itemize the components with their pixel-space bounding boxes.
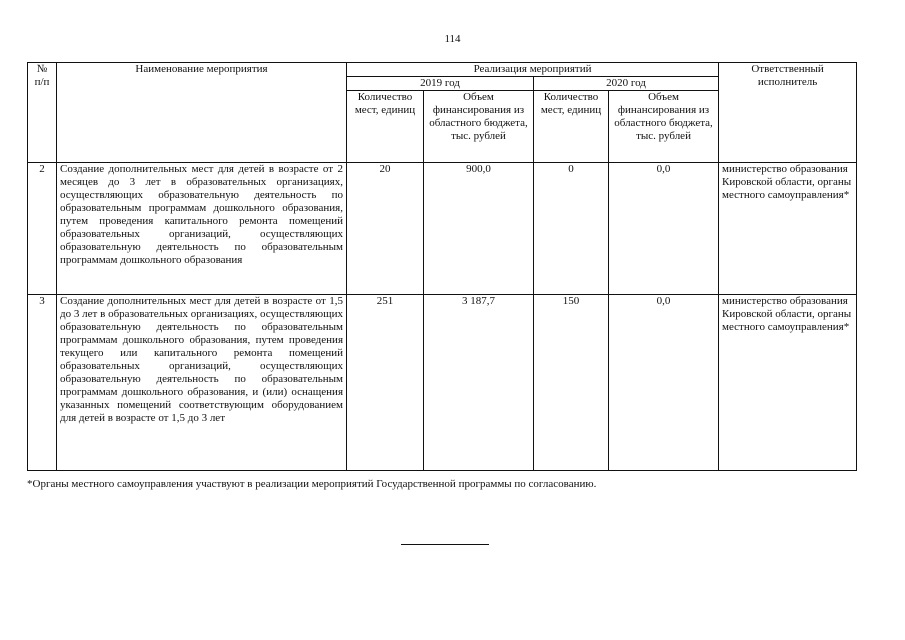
row-count-2020: 150	[534, 295, 609, 471]
row-name: Создание дополнительных мест для детей в возрасте от 1,5 до 3 лет в образовательных организациях, осуществляющих образовательную деятельность по образовательным программам дошкольного образования, путем проведения текущего или капитального ремонта помещений образовательных организаций, осуществляющих образовательную деятельность по образовательным программам дошкольного образования, и (или) оснащения указанных помещений соответствующим оборудованием для детей в возрасте от 1,5 до 3 лет	[57, 295, 347, 471]
row-num: 3	[28, 295, 57, 471]
table-row	[28, 295, 857, 471]
row-funding-2020: 0,0	[609, 163, 719, 295]
header-name: Наименование мероприятия	[57, 63, 347, 163]
header-realization: Реализация мероприятий	[347, 63, 719, 77]
header-count-2019: Количество мест, единиц	[347, 91, 424, 163]
header-funding-2019: Объем финансирования из областного бюджета, тыс. рублей	[424, 91, 534, 163]
header-count-2020: Количество мест, единиц	[534, 91, 609, 163]
row-funding-2020: 0,0	[609, 295, 719, 471]
row-responsible: министерство образования Кировской области, органы местного самоуправления*	[719, 163, 857, 295]
row-count-2019: 251	[347, 295, 424, 471]
page-number: 114	[444, 33, 461, 45]
row-funding-2019: 900,0	[424, 163, 534, 295]
events-table	[27, 62, 857, 471]
header-num: № п/п	[28, 63, 57, 163]
header-year-2019: 2019 год	[347, 77, 534, 91]
header-year-2020: 2020 год	[534, 77, 719, 91]
header-funding-2020: Объем финансирования из областного бюджета, тыс. рублей	[609, 91, 719, 163]
footnote: *Органы местного самоуправления участвуют в реализации мероприятий Государственной программы по согласованию.	[27, 478, 597, 490]
row-funding-2019: 3 187,7	[424, 295, 534, 471]
row-count-2020: 0	[534, 163, 609, 295]
row-num: 2	[28, 163, 57, 295]
table-row	[28, 163, 857, 295]
row-responsible: министерство образования Кировской области, органы местного самоуправления*	[719, 295, 857, 471]
divider	[401, 544, 489, 545]
header-responsible: Ответственный исполнитель	[719, 63, 857, 163]
row-name: Создание дополнительных мест для детей в возрасте от 2 месяцев до 3 лет в образовательных организациях, осуществляющих образовательную деятельность по образовательным программам дошкольного образования, путем проведения капитального ремонта помещений образовательных организаций, осуществляющих образовательную деятельность по образовательным программам дошкольного образования	[57, 163, 347, 295]
row-count-2019: 20	[347, 163, 424, 295]
